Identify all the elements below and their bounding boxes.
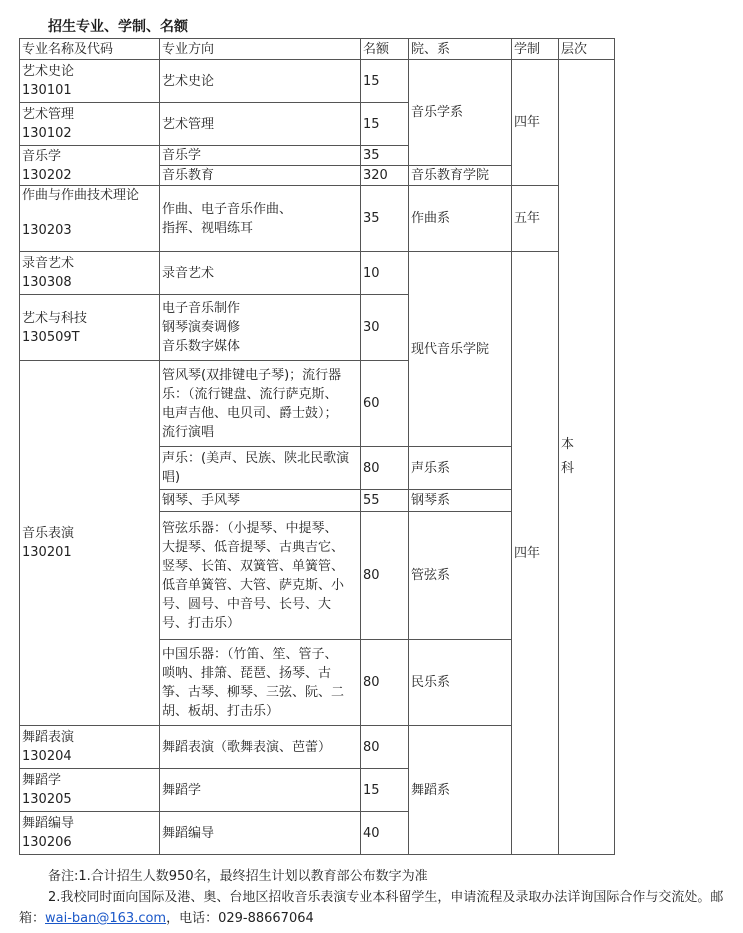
major-name: 舞蹈学 <box>22 773 62 788</box>
major-name: 音乐学 <box>22 148 62 164</box>
direction-line: 竖琴、长笛、双簧管、单簧管、 <box>162 558 345 574</box>
major-name: 艺术管理 <box>22 107 75 122</box>
table-header-row <box>20 39 615 60</box>
major-name: 音乐表演 <box>22 526 75 541</box>
major-code: 130101 <box>22 83 72 98</box>
direction-cell <box>160 295 361 361</box>
major-cell <box>20 146 160 186</box>
major-cell <box>20 186 160 252</box>
section-title: 招生专业、学制、名额 <box>48 19 188 35</box>
direction-line: 号、圆号、中音号、长号、大 <box>162 596 332 612</box>
quota-cell: 35 <box>361 146 409 166</box>
header-quota: 名额 <box>361 39 409 60</box>
direction-line: 管风琴(双排键电子琴)；流行器 <box>162 367 342 383</box>
level-char: 本 <box>561 437 575 452</box>
quota-cell: 80 <box>361 640 409 726</box>
quota-cell: 40 <box>361 812 409 855</box>
direction-line: 作曲、电子音乐作曲、 <box>162 201 293 217</box>
major-cell <box>20 252 160 295</box>
direction-cell <box>160 640 361 726</box>
note-line-2 <box>19 887 737 929</box>
direction-line: 低音单簧管、大管、萨克斯、小 <box>162 577 345 593</box>
header-years: 学制 <box>512 39 559 60</box>
major-cell <box>20 295 160 361</box>
direction-cell <box>160 186 361 252</box>
direction-cell: 艺术管理 <box>160 103 361 146</box>
direction-cell: 音乐教育 <box>160 166 361 186</box>
quota-cell: 320 <box>361 166 409 186</box>
direction-line: 筝、古琴、柳琴、三弦、阮、二 <box>162 684 345 700</box>
major-code: 130204 <box>22 749 72 764</box>
header-name: 专业名称及代码 <box>20 39 160 60</box>
note-line-1: 备注:1.合计招生人数950名，最终招生计划以教育部公布数字为准 <box>48 869 428 884</box>
major-name: 录音艺术 <box>22 256 75 271</box>
major-code: 130203 <box>22 223 72 238</box>
direction-cell: 舞蹈学 <box>160 769 361 812</box>
dept-cell: 音乐学系 <box>409 60 512 166</box>
major-code: 130509T <box>22 329 80 345</box>
direction-line: 指挥、视唱练耳 <box>162 220 254 236</box>
dept-cell: 钢琴系 <box>409 490 512 512</box>
major-cell <box>20 726 160 769</box>
direction-line: 钢琴演奏调修 <box>162 320 241 335</box>
table-row <box>20 252 615 295</box>
quota-cell: 15 <box>361 103 409 146</box>
quota-cell: 15 <box>361 769 409 812</box>
years-cell: 四年 <box>512 252 559 855</box>
quota-cell: 30 <box>361 295 409 361</box>
major-code: 130201 <box>22 545 72 560</box>
direction-line: 乐：（流行键盘、流行萨克斯、 <box>162 386 338 402</box>
note-line-2-prefix: 2.我校同时面向国际及港、奥、台地区招收音乐表演专业本科留学生，申请流程及录取办法详询国际合作与交流处。邮箱： <box>19 890 724 926</box>
major-cell <box>20 769 160 812</box>
major-cell <box>20 812 160 855</box>
dept-cell: 音乐教育学院 <box>409 166 512 186</box>
direction-line: 唱) <box>162 470 181 485</box>
quota-cell: 80 <box>361 726 409 769</box>
note-line-2-suffix: ，电话：029-88667064 <box>166 911 314 926</box>
direction-line: 号、打击乐） <box>162 615 241 631</box>
direction-cell: 艺术史论 <box>160 60 361 103</box>
dept-cell: 舞蹈系 <box>409 726 512 855</box>
notes <box>19 866 737 929</box>
direction-cell: 音乐学 <box>160 146 361 166</box>
direction-cell: 钢琴、手风琴 <box>160 490 361 512</box>
dept-cell: 声乐系 <box>409 447 512 490</box>
major-code: 130308 <box>22 275 72 290</box>
quota-cell: 15 <box>361 60 409 103</box>
quota-cell: 80 <box>361 512 409 640</box>
major-cell <box>20 103 160 146</box>
direction-cell: 舞蹈表演（歌舞表演、芭蕾） <box>160 726 361 769</box>
email-link[interactable]: wai-ban@163.com <box>45 911 167 926</box>
header-direction: 专业方向 <box>160 39 361 60</box>
major-cell <box>20 361 160 726</box>
major-name: 舞蹈编导 <box>22 816 75 831</box>
direction-line: 唢呐、排箫、琵琶、扬琴、古 <box>162 665 332 681</box>
years-cell: 五年 <box>512 186 559 252</box>
direction-line: 声乐：(美声、民族、陕北民歌演 <box>162 451 350 466</box>
major-code: 130102 <box>22 126 72 141</box>
direction-cell <box>160 512 361 640</box>
major-code: 130202 <box>22 167 72 183</box>
quota-cell: 35 <box>361 186 409 252</box>
major-code: 130206 <box>22 835 72 850</box>
header-dept: 院、系 <box>409 39 512 60</box>
direction-line: 音乐数字媒体 <box>162 339 241 354</box>
direction-cell <box>160 447 361 490</box>
table-row <box>20 186 615 252</box>
dept-cell: 现代音乐学院 <box>409 252 512 447</box>
direction-cell: 录音艺术 <box>160 252 361 295</box>
level-char: 科 <box>561 461 575 476</box>
major-name: 艺术史论 <box>22 64 75 79</box>
header-level: 层次 <box>559 39 615 60</box>
dept-cell: 民乐系 <box>409 640 512 726</box>
quota-cell: 60 <box>361 361 409 447</box>
direction-line: 流行演唱 <box>162 424 215 440</box>
dept-cell: 管弦系 <box>409 512 512 640</box>
years-cell: 四年 <box>512 60 559 186</box>
major-code: 130205 <box>22 792 72 807</box>
direction-line: 大提琴、低音提琴、古典吉它、 <box>162 539 345 555</box>
direction-cell: 舞蹈编导 <box>160 812 361 855</box>
direction-line: 管弦乐器：（小提琴、中提琴、 <box>162 520 338 536</box>
table-row <box>20 60 615 103</box>
quota-cell: 10 <box>361 252 409 295</box>
direction-line: 电声吉他、电贝司、爵士鼓）； <box>162 405 338 421</box>
enrollment-table <box>19 38 615 855</box>
direction-line: 中国乐器：（竹笛、笙、管子、 <box>162 646 338 662</box>
quota-cell: 55 <box>361 490 409 512</box>
dept-cell: 作曲系 <box>409 186 512 252</box>
major-name: 舞蹈表演 <box>22 730 75 745</box>
major-name: 艺术与科技 <box>22 310 88 326</box>
direction-line: 胡、板胡、打击乐） <box>162 703 280 719</box>
direction-cell <box>160 361 361 447</box>
major-name: 作曲与作曲技术理论 <box>22 188 140 203</box>
direction-line: 电子音乐制作 <box>162 301 241 316</box>
major-cell <box>20 60 160 103</box>
level-cell <box>559 60 615 855</box>
quota-cell: 80 <box>361 447 409 490</box>
